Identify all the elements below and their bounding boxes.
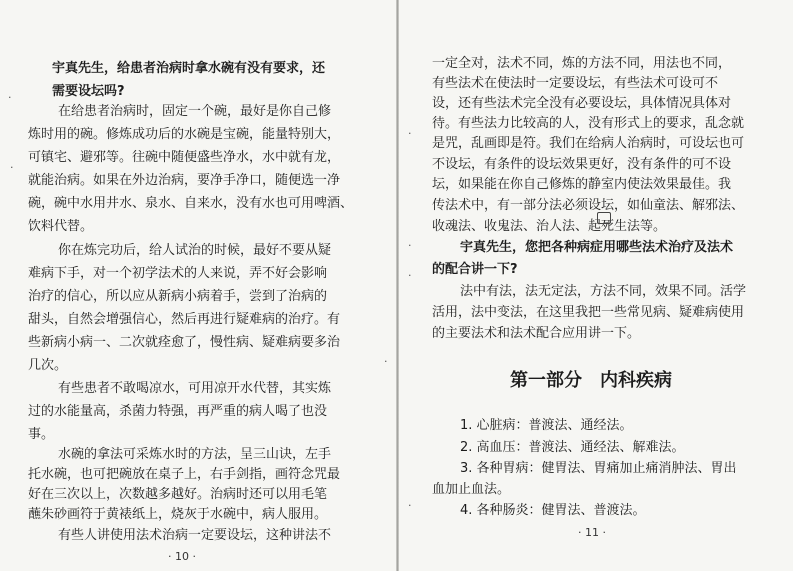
paragraph-line: 你在炼完功后，给人试治的时候，最好不要从疑 (58, 243, 332, 258)
right-page (398, 0, 793, 571)
paragraph-line: 收魂法、收鬼法、治人法、起死生法等。 (432, 219, 667, 234)
question-line: 的配合讲一下? (432, 262, 518, 277)
margin-tick: · (8, 91, 12, 104)
paragraph-line: 炼时用的碗。修炼成功后的水碗是宝碗，能量特别大， (28, 127, 341, 142)
margin-tick: · (384, 355, 388, 368)
list-item: 4. 各种肠炎：健胃法、普渡法。 (460, 503, 646, 518)
list-item: 1. 心脏病：普渡法、通经法。 (460, 418, 633, 433)
paragraph-line: 活用，法中变法，在这里我把一些常见病、疑难病使用 (432, 305, 745, 320)
paragraph-line: 些新病小病一、二次就痊愈了，慢性病、疑难病要多治 (28, 335, 341, 350)
paragraph-line: 有些法术在使法时一定要设坛，有些法术可设可不 (432, 76, 719, 91)
margin-tick: · (408, 499, 412, 512)
paragraph-line: 好在三次以上，次数越多越好。治病时还可以用毛笔 (28, 487, 328, 502)
question-line: 宇真先生，给患者治病时拿水碗有没有要求，还 (52, 61, 326, 76)
paragraph-line: 水碗的拿法可采炼水时的方法，呈三山诀，左手 (58, 447, 332, 462)
paragraph-line: 待。有些法力比较高的人，没有形式上的要求，乱念就 (432, 116, 745, 131)
paragraph-line: 的主要法术和法术配合应用讲一下。 (432, 326, 641, 341)
paragraph-line: 可镇宅、避邪等。往碗中随便盛些净水，水中就有龙， (28, 150, 341, 165)
list-item: 2. 高血压：普渡法、通经法、解难法。 (460, 440, 685, 455)
paragraph-line: 在给患者治病时，固定一个碗，最好是你自己修 (58, 104, 332, 119)
question-line: 宇真先生，您把各种病症用哪些法术治疗及法术 (460, 240, 734, 255)
paragraph-line: 是咒，乱画即是符。我们在给病人治病时，可设坛也可 (432, 136, 745, 151)
paragraph-line: 有些人讲使用法术治病一定要设坛，这种讲法不 (58, 528, 332, 543)
margin-tick: · (408, 127, 412, 140)
pen-mark (597, 212, 611, 224)
paragraph-line: 治疗的信心，所以应从新病小病着手，尝到了治病的 (28, 289, 328, 304)
paragraph-line: 一定全对，法术不同，炼的方法不同，用法也不同， (432, 56, 732, 71)
margin-tick: · (408, 269, 412, 282)
paragraph-line: 蘸朱砂画符于黄裱纸上，烧灰于水碗中，病人服用。 (28, 507, 328, 522)
paragraph-line: 几次。 (28, 358, 68, 373)
paragraph-line: 法中有法，法无定法，方法不同，效果不同。活学 (460, 284, 747, 299)
paragraph-line: 设，还有些法术完全没有必要设坛，具体情况具体对 (432, 96, 732, 111)
paragraph-line: 事。 (28, 427, 55, 442)
section-heading: 第一部分 内科疾病 (510, 370, 672, 391)
list-item: 3. 各种胃病：健胃法、胃痛加止痛消肿法、胃出 (460, 461, 737, 476)
question-line: 需要设坛吗? (52, 84, 125, 99)
page-number: · 10 · (168, 550, 196, 563)
paragraph-line: 碗，碗中水用井水、泉水、自来水，没有水也可用啤酒、 (28, 196, 354, 211)
paragraph-line: 托水碗，也可把碗放在桌子上，右手剑指，画符念咒最 (28, 467, 341, 482)
list-item: 血加止血法。 (432, 482, 511, 497)
paragraph-line: 有些患者不敢喝凉水，可用凉开水代替，其实炼 (58, 381, 332, 396)
page-number: · 11 · (578, 526, 606, 539)
paragraph-line: 传法术中，有一部分法必须设坛，如仙童法、解邪法、 (432, 198, 745, 213)
paragraph-line: 坛，如果能在你自己修炼的静室内使法效果最佳。我 (432, 177, 732, 192)
paragraph-line: 饮料代替。 (28, 219, 94, 234)
margin-tick: · (10, 161, 14, 174)
paragraph-line: 甜头，自然会增强信心，然后再进行疑难病的治疗。有 (28, 312, 341, 327)
paragraph-line: 就能治病。如果在外边治病，要净手净口，随便选一净 (28, 173, 341, 188)
paragraph-line: 不设坛，有条件的设坛效果更好，没有条件的可不设 (432, 157, 732, 172)
margin-tick: · (408, 239, 412, 252)
paragraph-line: 过的水能量高，杀菌力特强，再严重的病人喝了也没 (28, 404, 328, 419)
paragraph-line: 难病下手，对一个初学法术的人来说，弄不好会影响 (28, 266, 328, 281)
